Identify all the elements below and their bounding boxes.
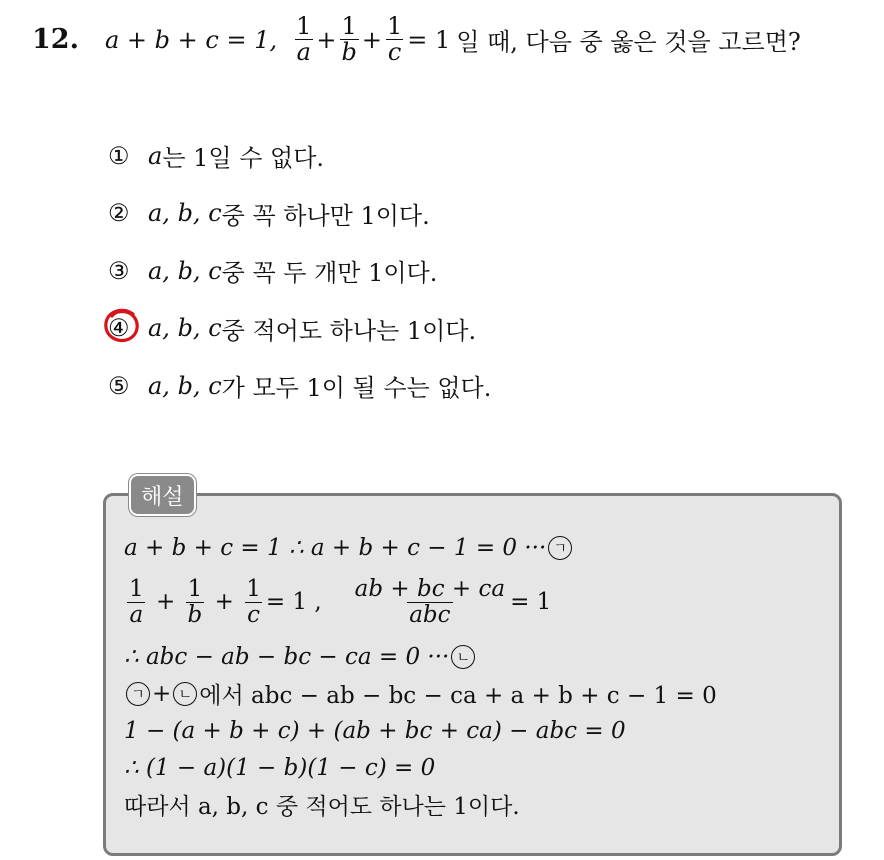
solution-body [124, 529, 717, 823]
solution-line-5: 1 − (a + b + c) + (ab + bc + ca) − abc = 0 [124, 717, 626, 744]
question-number: 12. [32, 24, 79, 56]
choice-math: a, b, c [148, 314, 222, 343]
fraction-1-over-b: $\frac{1}{b}$ [187, 576, 203, 628]
choice-text: 중 꼭 하나만 1이다. [221, 201, 430, 230]
red-answer-circle-icon [100, 304, 144, 348]
choice-2[interactable] [108, 185, 491, 243]
solution-line-2: $\frac{1}{a}$ + $\frac{1}{b}$ + $\frac{1}{c}$ = 1 , $\frac{ab + bc + ca}{\text{abc}}$ = 1 [129, 576, 552, 628]
solution-line-3: ∴ abc − ab − bc − ca = 0 ··· ㄴ [124, 638, 717, 675]
circled-nieun-icon: ㄴ [451, 645, 475, 669]
solution-line-4: ㄱ + ㄴ 에서 abc − ab − bc − ca + a + b + c − 1 = 0 [124, 675, 717, 712]
fraction-1-over-a: $\frac{1}{a}$ [129, 576, 144, 628]
answer-choices [108, 127, 491, 415]
condition-sum: a + b + c = 1, [104, 25, 278, 54]
fraction-1-over-c: $\frac{1}{c}$ [386, 12, 403, 67]
choice-5[interactable] [108, 357, 491, 415]
equals-one: = 1 [407, 25, 451, 54]
choice-marker: ④ [108, 314, 130, 343]
selected-choice-marker [108, 314, 148, 342]
choice-text: 가 모두 1이 될 수는 없다. [221, 374, 492, 403]
fraction-1-over-c: $\frac{1}{c}$ [246, 576, 261, 628]
solution-line-7: 따라서 a, b, c 중 적어도 하나는 1이다. [124, 794, 520, 820]
choice-marker: ① [108, 141, 130, 170]
choice-math: a, b, c [148, 199, 222, 228]
fraction-1-over-b: $\frac{1}{b}$ [341, 12, 357, 67]
choice-text: 중 적어도 하나는 1이다. [221, 316, 477, 345]
choice-text: 는 1일 수 없다. [162, 144, 325, 173]
fraction-1-over-a: $\frac{1}{a}$ [296, 12, 312, 67]
choice-3[interactable] [108, 242, 491, 300]
plus-sign: + [316, 25, 337, 54]
question-text: 일 때, 다음 중 옳은 것을 고르면? [456, 28, 801, 57]
choice-math: a, b, c [148, 371, 222, 400]
fraction-sum-over-abc: $\frac{ab + bc + ca}{\text{abc}}$ [354, 576, 506, 628]
circled-giyeok-icon: ㄱ [548, 536, 572, 560]
choice-marker: ③ [108, 256, 130, 285]
choice-math: a [148, 141, 163, 170]
circled-giyeok-icon: ㄱ [126, 682, 150, 706]
choice-marker: ② [108, 199, 130, 228]
problem-statement [32, 14, 801, 65]
choice-4[interactable] [108, 300, 491, 358]
plus-sign: + [361, 25, 382, 54]
choice-math: a, b, c [148, 256, 222, 285]
circled-nieun-icon: ㄴ [173, 682, 197, 706]
choice-text: 중 꼭 두 개만 1이다. [221, 259, 438, 288]
choice-1[interactable] [108, 127, 491, 185]
solution-line-1: a + b + c = 1 ∴ a + b + c − 1 = 0 ··· ㄱ [124, 529, 717, 566]
solution-tag: 해설 [129, 474, 196, 516]
solution-line-6: ∴ (1 − a)(1 − b)(1 − c) = 0 [124, 754, 436, 781]
choice-marker: ⑤ [108, 371, 130, 400]
